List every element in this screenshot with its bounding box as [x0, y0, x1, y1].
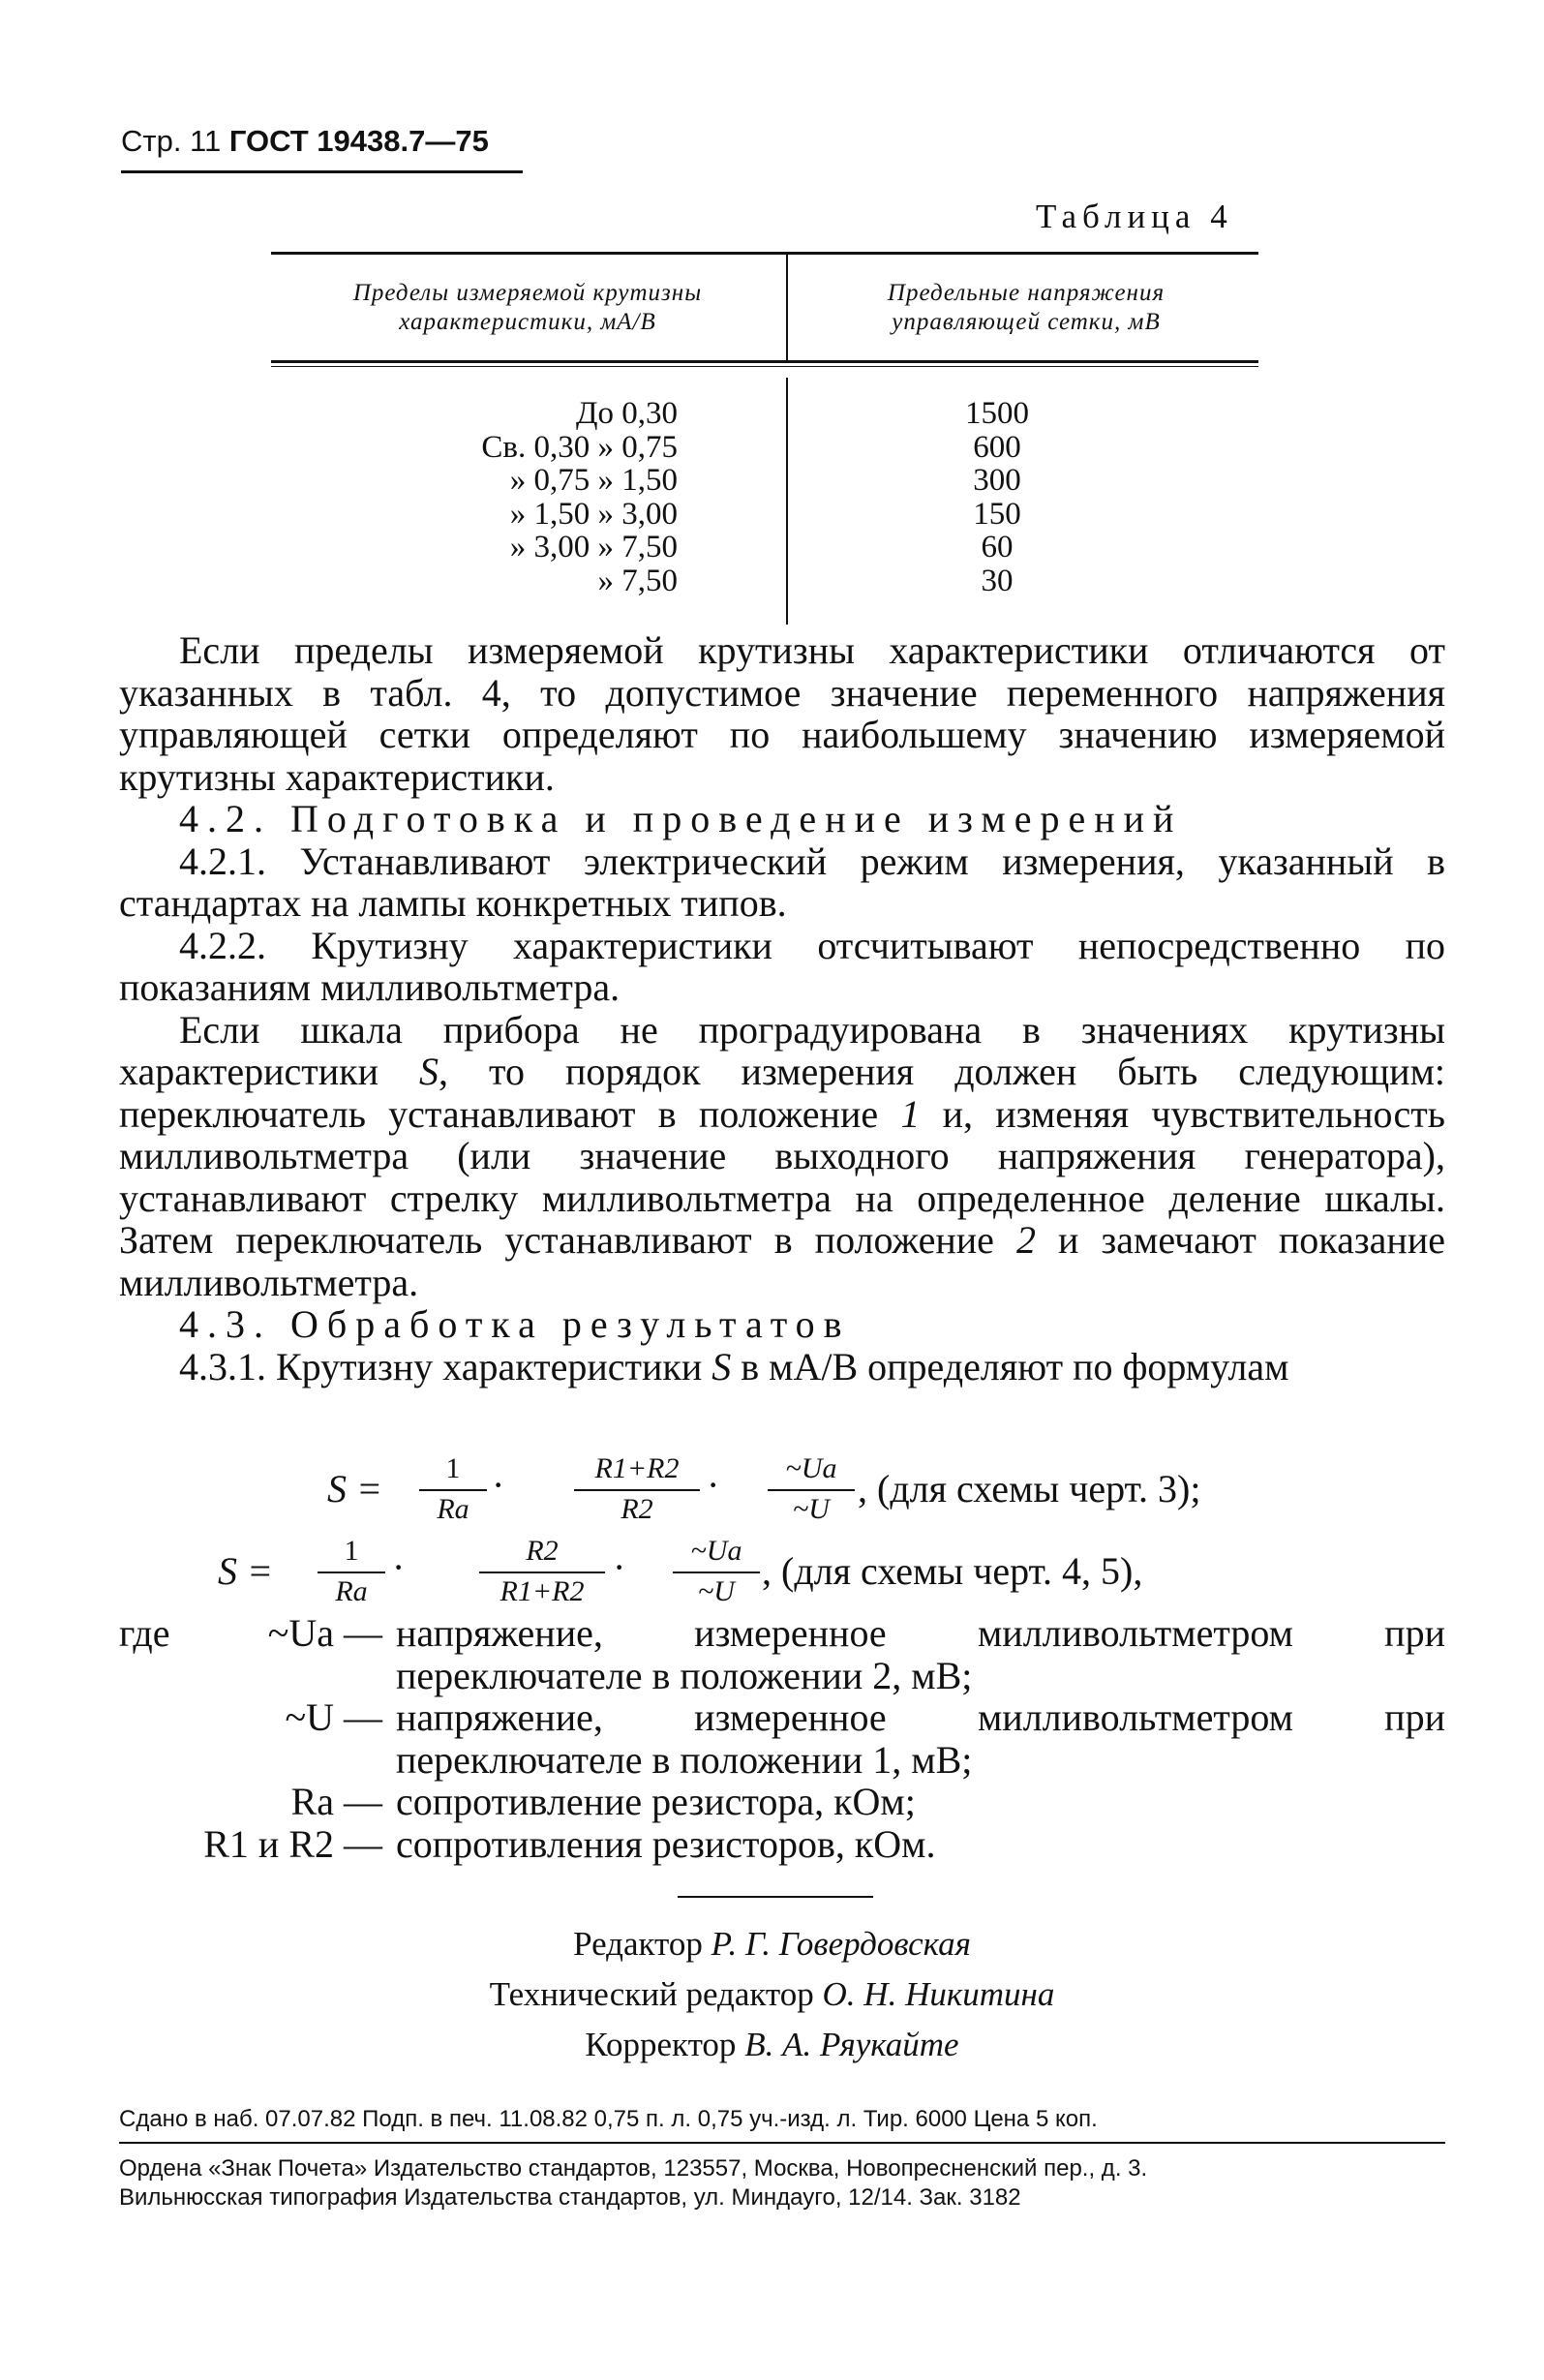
- credit-name: В. А. Ряукайте: [744, 2026, 959, 2063]
- definition-term: ~Uа —: [267, 1611, 382, 1655]
- fraction-numerator: 1: [445, 1452, 461, 1484]
- fraction-3: [673, 1535, 760, 1612]
- body-text: [119, 629, 1445, 1388]
- fraction-bar: [574, 1489, 700, 1491]
- fraction-numerator: ~Uа: [785, 1452, 837, 1484]
- page-header: [121, 124, 489, 159]
- heading-4-3: 4.3. Обработка результатов: [179, 1302, 851, 1346]
- fraction-3: [768, 1452, 855, 1530]
- col1-header-line2: характеристики, мА/В: [399, 309, 656, 335]
- table-cell-range: » 0,75 » 1,50: [509, 463, 678, 498]
- fraction-1: [318, 1535, 385, 1612]
- formula-2: [218, 1535, 1467, 1612]
- definition-desc: напряжение, измеренное милливольтметром при переключателе в положении 1, мВ;: [396, 1695, 1445, 1782]
- standard-number: ГОСТ 19438.7—75: [228, 124, 489, 158]
- imprint-line-2: Ордена «Знак Почета» Издательство стандартов, 123557, Москва, Новопресненский пер., д. 3.: [119, 2155, 1148, 2182]
- text-run: 4.3.1. Крутизну характеристики: [179, 1344, 712, 1388]
- formula-lhs: S =: [327, 1467, 382, 1510]
- formula-note: , (для схемы черт. 3);: [858, 1467, 1201, 1510]
- col2-header-line2: управляющей сетки, мВ: [892, 309, 1161, 335]
- symbol-definitions: [119, 1612, 1445, 1865]
- formula-1: [327, 1452, 1469, 1530]
- fraction-numerator: ~Uа: [690, 1535, 742, 1567]
- table-col-ranges: [271, 397, 678, 597]
- position-number: 2: [1015, 1218, 1036, 1262]
- fraction-denominator: ~U: [793, 1493, 830, 1525]
- table-col-voltages: [871, 397, 1123, 597]
- fraction-2: [574, 1452, 700, 1530]
- col1-header-line1: Пределы измеряемой крутизны: [352, 280, 703, 306]
- table-cell-voltage: 60: [981, 530, 1014, 564]
- credit-role: Редактор: [573, 1925, 703, 1963]
- text-run: , то порядок измерения должен быть следующим: переключатель устанавливают в положение: [119, 1050, 1446, 1136]
- fraction-denominator: R1+R2: [500, 1575, 585, 1607]
- definition-item: [119, 1612, 1445, 1696]
- symbol-S: S: [419, 1050, 439, 1093]
- multiply-dot: ·: [613, 1545, 626, 1589]
- credit-role: Корректор: [585, 2026, 737, 2063]
- fraction-bar: [479, 1571, 605, 1573]
- paragraph-4-2-2: 4.2.2. Крутизну характеристики отсчитывают непосредственно по показаниям милливольтметра.: [119, 923, 1445, 1009]
- credit-name: Р. Г. Говердовская: [711, 1925, 971, 1963]
- fraction-bar: [673, 1571, 760, 1573]
- table-top-rule: [271, 252, 1258, 255]
- table-header-divider: [786, 254, 788, 360]
- paragraph-4-2-1: 4.2.1. Устанавливают электрический режим измерения, указанный в стандартах на лампы конкретных типов.: [119, 839, 1445, 925]
- table-header-rule-thin: [271, 366, 1258, 367]
- fraction-denominator: Rа: [335, 1575, 368, 1607]
- fraction-numerator: 1: [344, 1535, 359, 1567]
- where-word: где: [119, 1611, 170, 1655]
- col2-header-line1: Предельные напряжения: [887, 280, 1166, 306]
- fraction-bar: [768, 1489, 855, 1491]
- table-header-rule: [271, 360, 1258, 363]
- table-cell-range: » 1,50 » 3,00: [509, 496, 678, 532]
- fraction-denominator: R2: [621, 1493, 653, 1525]
- fraction-1: [419, 1452, 487, 1530]
- fraction-2: [479, 1535, 605, 1612]
- definition-desc: сопротивления резисторов, кОм.: [396, 1821, 936, 1866]
- definition-item: [119, 1781, 1445, 1823]
- definition-item: [119, 1823, 1445, 1866]
- fraction-bar: [318, 1571, 385, 1573]
- text-run: и замечают показание милливольтметра.: [119, 1218, 1445, 1304]
- table-cell-range: » 7,50: [597, 563, 678, 598]
- definition-item: [119, 1696, 1445, 1781]
- position-number: 1: [900, 1091, 921, 1136]
- symbol-S: S: [711, 1344, 732, 1388]
- imprint-rule: [119, 2142, 1445, 2144]
- multiply-dot: ·: [707, 1463, 720, 1507]
- table-cell-voltage: 300: [973, 463, 1021, 498]
- table-caption: Таблица 4: [1036, 198, 1233, 235]
- text-run: в мА/В определяют по формулам: [731, 1344, 1289, 1388]
- formula-note: , (для схемы черт. 4, 5),: [762, 1549, 1143, 1593]
- definition-term: ~U —: [285, 1695, 382, 1739]
- definition-desc: напряжение, измеренное милливольтметром при переключателе в положении 2, мВ;: [396, 1611, 1445, 1697]
- text-run: и, изменяя чувствительность милливольтметра (или значение выходного напряжения генератора), устанавливают стрелку милливольтметра на определенное деление шкалы. Затем переключатель устанавливают в положение: [119, 1091, 1445, 1262]
- imprint-line-3: Вильнюсская типография Издательства стандартов, ул. Миндауго, 12/14. Зак. 3182: [119, 2184, 1021, 2211]
- heading-4-2: 4.2. Подготовка и проведение измерений: [179, 797, 1183, 840]
- imprint-line-1: Сдано в наб. 07.07.82 Подп. в печ. 11.08.82 0,75 п. л. 0,75 уч.-изд. л. Тир. 6000 Цена 5 коп.: [119, 2106, 1098, 2132]
- paragraph-4-3-1: [119, 1346, 1445, 1388]
- table-cell-range: Св. 0,30 » 0,75: [481, 429, 678, 465]
- credit-name: О. Н. Никитина: [822, 1975, 1055, 2013]
- multiply-dot: ·: [492, 1463, 505, 1507]
- table-cell-range: До 0,30: [575, 396, 678, 431]
- header-underline: [121, 170, 523, 173]
- page-number: Стр. 11: [121, 124, 222, 158]
- credit-editor: [0, 1925, 1544, 1964]
- multiply-dot: ·: [392, 1545, 406, 1589]
- text-run: Если шкала прибора не проградуирована в значениях крутизны характеристики: [119, 1007, 1445, 1093]
- paragraph-table-note: Если пределы измеряемой крутизны характеристики отличаются от указанных в табл. 4, то допустимое значение переменного напряжения управляющей сетки определяют по наибольшему значению измеряемой крутизны характеристики.: [119, 628, 1445, 799]
- definition-term: R1 и R2 —: [203, 1821, 382, 1866]
- table-header-col2: [803, 279, 1249, 337]
- definition-desc: сопротивление резистора, кОм;: [396, 1780, 916, 1823]
- table-cell-voltage: 150: [973, 496, 1021, 532]
- credit-corrector: [0, 2026, 1544, 2064]
- table-cell-range: » 3,00 » 7,50: [509, 530, 678, 564]
- table-body-divider: [786, 378, 788, 625]
- table-cell-voltage: 30: [981, 563, 1014, 598]
- fraction-numerator: R1+R2: [594, 1452, 680, 1484]
- paragraph-scale: [119, 1009, 1445, 1304]
- fraction-denominator: ~U: [698, 1575, 735, 1607]
- formula-lhs: S =: [218, 1549, 273, 1593]
- credit-role: Технический редактор: [489, 1975, 814, 2013]
- table-cell-voltage: 1500: [965, 396, 1029, 431]
- fraction-denominator: Rа: [437, 1493, 469, 1525]
- separator-rule: [678, 1896, 873, 1898]
- fraction-bar: [419, 1489, 487, 1491]
- credit-tech-editor: [0, 1975, 1544, 2014]
- table-cell-voltage: 600: [973, 429, 1021, 465]
- fraction-numerator: R2: [526, 1535, 559, 1567]
- definition-term: Rа —: [290, 1780, 382, 1823]
- table-header-col1: [281, 279, 774, 337]
